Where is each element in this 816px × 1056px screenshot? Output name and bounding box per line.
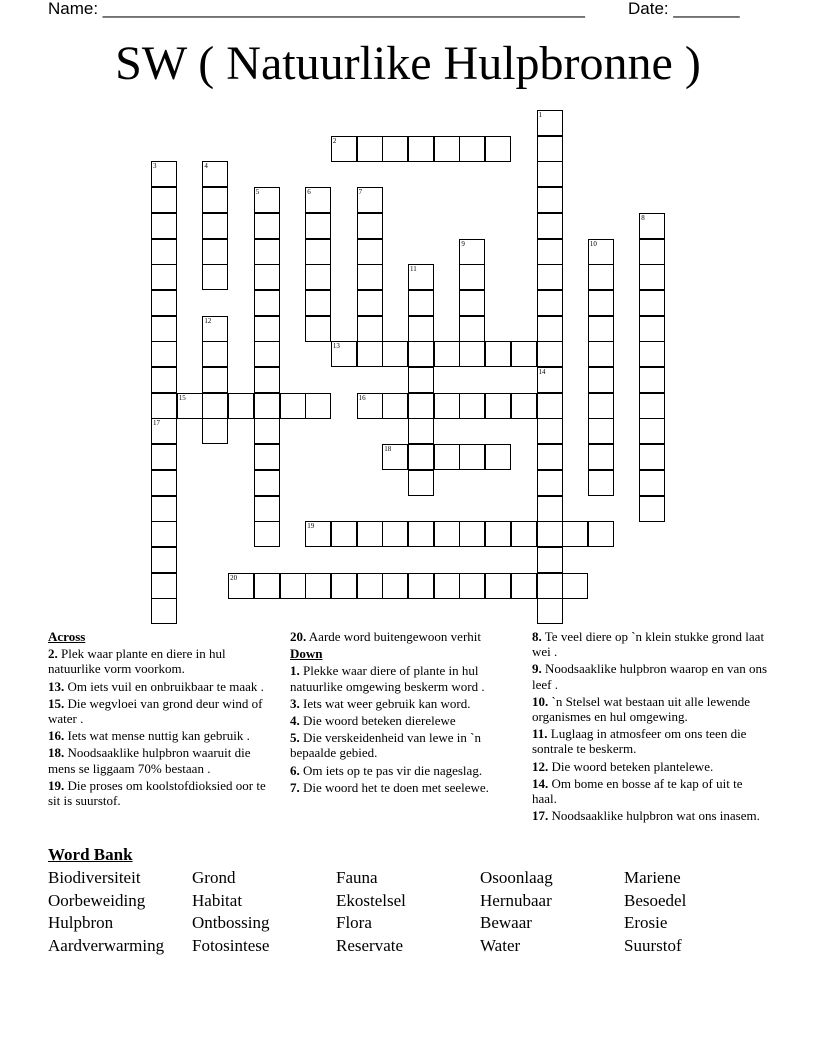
crossword-cell[interactable] (254, 316, 280, 342)
crossword-cell[interactable] (639, 316, 665, 342)
crossword-cell[interactable] (202, 418, 228, 444)
word-bank-word: Ontbossing (192, 913, 270, 933)
crossword-cell[interactable] (537, 547, 563, 573)
crossword-cell[interactable] (511, 573, 537, 599)
clues-column-3 (532, 629, 768, 825)
crossword-cell[interactable] (357, 187, 383, 213)
clue-number: 15 (178, 393, 186, 402)
clue-down: 8. Te veel diere op `n klein stukke grond laat wei . (532, 629, 765, 660)
word-bank-title: Word Bank (48, 845, 133, 864)
crossword-cell[interactable] (151, 418, 177, 444)
clue-down: 3. Iets wat weer gebruik kan word. (290, 695, 471, 711)
crossword-cell[interactable] (537, 393, 563, 419)
word-bank-word: Fauna (336, 868, 378, 887)
crossword-cell[interactable] (537, 418, 563, 444)
crossword-cell[interactable] (357, 136, 383, 162)
crossword-cell[interactable] (357, 573, 383, 599)
crossword-cell[interactable] (537, 290, 563, 316)
crossword-cell[interactable] (177, 393, 203, 419)
clue-down: 12. Die woord beteken plantelewe. (532, 758, 714, 774)
crossword-cell[interactable] (357, 239, 383, 265)
crossword-cell[interactable] (434, 393, 460, 419)
clues-column-2 (290, 629, 522, 797)
crossword-cell[interactable] (202, 393, 228, 419)
crossword-cell[interactable] (254, 239, 280, 265)
crossword-cell[interactable] (408, 470, 434, 496)
clue-down: 11. Luglaag in atmosfeer om ons teen die sontrale te beskerm. (532, 726, 747, 757)
word-bank-word: Bewaar (480, 913, 532, 933)
crossword-cell[interactable] (305, 213, 331, 239)
crossword-cell[interactable] (537, 444, 563, 470)
clue-down: 6. Om iets op te pas vir die nageslag. (290, 762, 483, 778)
clue-number: 7 (358, 188, 363, 197)
crossword-cell[interactable] (639, 496, 665, 522)
word-bank-word: Reservate (336, 936, 404, 956)
word-bank-row (48, 867, 768, 890)
crossword-cell[interactable] (382, 573, 408, 599)
clue-across: 2. Plek waar plante en diere in hul natuurlike vorm voorkom. (48, 646, 226, 677)
crossword-cell[interactable] (305, 393, 331, 419)
clue-number: 14 (538, 368, 546, 376)
page-title: SW ( Natuurlike Hulpbronne ) (115, 37, 701, 90)
clue-number: 6 (307, 188, 311, 197)
crossword-cell[interactable] (537, 187, 563, 213)
crossword-cell[interactable] (639, 213, 665, 239)
clue-number: 20 (230, 573, 238, 582)
crossword-cell[interactable] (254, 367, 280, 393)
crossword-cell[interactable] (202, 213, 228, 239)
crossword-cell[interactable] (537, 521, 563, 547)
crossword-cell[interactable] (305, 290, 331, 316)
crossword-cell[interactable] (434, 136, 460, 162)
crossword-cell[interactable] (434, 341, 460, 367)
clue-number: 13 (332, 342, 340, 351)
clue-down: 1. Plekke waar diere of plante in hul natuurlike omgewing beskerm word . (290, 663, 485, 694)
crossword-cell[interactable] (459, 444, 485, 470)
crossword-cell[interactable] (151, 521, 177, 547)
clue-down: 14. Om bome en bosse af te kap of uit te haal. (532, 775, 743, 807)
clue-number: 16 (358, 393, 366, 402)
crossword-cell[interactable] (588, 316, 614, 342)
crossword-cell[interactable] (254, 496, 280, 522)
clue-number: 19 (307, 522, 315, 531)
crossword-cell[interactable] (357, 521, 383, 547)
crossword-cell[interactable] (485, 521, 511, 547)
word-bank-word: Water (480, 936, 521, 956)
crossword-cell[interactable] (357, 290, 383, 316)
crossword-cell[interactable] (408, 290, 434, 316)
crossword-cell[interactable] (588, 264, 614, 290)
clue-number: 3 (153, 162, 157, 171)
crossword-cell[interactable] (254, 573, 280, 599)
crossword-cell[interactable] (408, 341, 434, 367)
crossword-cell[interactable] (151, 264, 177, 290)
crossword-cell[interactable] (588, 239, 614, 265)
crossword-cell[interactable] (280, 393, 306, 419)
crossword-cell[interactable] (254, 290, 280, 316)
clue-number: 5 (255, 188, 260, 197)
word-bank-word: Besoedel (624, 890, 687, 910)
crossword-cell[interactable] (537, 239, 563, 265)
clue-across: 19. Die proses om koolstofdioksied oor te sit is suurstof. (48, 777, 266, 809)
crossword-cell[interactable] (408, 444, 434, 470)
crossword-cell[interactable] (639, 418, 665, 444)
crossword-cell[interactable] (382, 444, 408, 470)
name-field-label[interactable]: Name: ___________________________________________________ (48, 0, 585, 18)
crossword-cell[interactable] (408, 367, 434, 393)
crossword-cell[interactable] (151, 573, 177, 599)
crossword-cell[interactable] (305, 521, 331, 547)
clue-number: 4 (204, 162, 208, 171)
crossword-cell[interactable] (485, 444, 511, 470)
crossword-cell[interactable] (537, 213, 563, 239)
crossword-cell[interactable] (151, 444, 177, 470)
crossword-cell[interactable] (151, 213, 177, 239)
crossword-cell[interactable] (280, 573, 306, 599)
crossword-cell[interactable] (331, 573, 357, 599)
crossword-cell[interactable] (151, 598, 177, 624)
crossword-cell[interactable] (537, 573, 563, 599)
crossword-cell[interactable] (151, 161, 177, 187)
crossword-cell[interactable] (639, 393, 665, 419)
date-field-label[interactable]: Date: _______ (628, 0, 740, 18)
crossword-cell[interactable] (305, 316, 331, 342)
crossword-cell[interactable] (382, 521, 408, 547)
crossword-cell[interactable] (537, 110, 563, 136)
crossword-cell[interactable] (434, 444, 460, 470)
crossword-cell[interactable] (254, 213, 280, 239)
crossword-cell[interactable] (459, 393, 485, 419)
crossword-cell[interactable] (254, 187, 280, 213)
crossword-cell[interactable] (305, 573, 331, 599)
crossword-cell[interactable] (254, 521, 280, 547)
crossword-cell[interactable] (202, 161, 228, 187)
word-bank-row (48, 890, 768, 913)
word-bank-word: Aardverwarming (48, 936, 165, 956)
crossword-cell[interactable] (562, 573, 588, 599)
crossword-cell[interactable] (202, 316, 228, 342)
crossword-cell[interactable] (485, 136, 511, 162)
crossword-cell[interactable] (537, 367, 563, 393)
crossword-cell[interactable] (459, 264, 485, 290)
crossword-cell[interactable] (408, 418, 434, 444)
crossword-cell[interactable] (434, 573, 460, 599)
crossword-cell[interactable] (588, 444, 614, 470)
word-bank-word: Habitat (192, 890, 243, 910)
crossword-cell[interactable] (459, 521, 485, 547)
crossword-cell[interactable] (639, 470, 665, 496)
crossword-cell[interactable] (537, 496, 563, 522)
crossword-cell[interactable] (537, 136, 563, 162)
crossword-cell[interactable] (588, 290, 614, 316)
word-bank-word: Hernubaar (480, 890, 552, 910)
crossword-cell[interactable] (305, 239, 331, 265)
crossword-cell[interactable] (408, 521, 434, 547)
crossword-cell[interactable] (382, 393, 408, 419)
crossword-cell[interactable] (151, 470, 177, 496)
clue-down: 9. Noodsaaklike hulpbron waarop en van ons leef . (532, 661, 768, 692)
crossword-cell[interactable] (151, 547, 177, 573)
crossword-cell[interactable] (588, 521, 614, 547)
clue-down: 5. Die verskeidenheid van lewe in `n bepaalde gebied. (290, 730, 481, 761)
crossword-cell[interactable] (537, 264, 563, 290)
crossword-cell[interactable] (305, 264, 331, 290)
crossword-cell[interactable] (537, 598, 563, 624)
crossword-cell[interactable] (459, 136, 485, 162)
clue-down: 7. Die woord het te doen met seelewe. (290, 779, 489, 795)
word-bank-word: Flora (336, 913, 372, 933)
crossword-cell[interactable] (459, 573, 485, 599)
clue-across: 13. Om iets vuil en onbruikbaar te maak . (48, 678, 264, 694)
crossword-cell[interactable] (151, 316, 177, 342)
crossword-cell[interactable] (588, 393, 614, 419)
crossword-cell[interactable] (459, 239, 485, 265)
crossword-cell[interactable] (331, 341, 357, 367)
word-bank-word: Osoonlaag (480, 868, 553, 887)
crossword-cell[interactable] (639, 290, 665, 316)
crossword-cell[interactable] (357, 213, 383, 239)
clue-down: 17. Noodsaaklike hulpbron wat ons inasem. (532, 808, 760, 824)
crossword-cell[interactable] (151, 187, 177, 213)
clue-across: 16. Iets wat mense nuttig kan gebruik . (48, 728, 250, 744)
crossword-cell[interactable] (254, 470, 280, 496)
crossword-cell[interactable] (537, 161, 563, 187)
crossword-cell[interactable] (151, 341, 177, 367)
clue-across: 15. Die wegvloei van grond deur wind of water . (48, 695, 263, 727)
down-heading: Down (290, 646, 323, 662)
word-bank-word: Hulpbron (48, 913, 114, 933)
crossword-cell[interactable] (151, 393, 177, 419)
crossword-cell[interactable] (202, 239, 228, 265)
word-bank (48, 867, 768, 958)
crossword-cell[interactable] (537, 316, 563, 342)
word-bank-word: Suurstof (624, 936, 682, 956)
crossword-cell[interactable] (357, 393, 383, 419)
crossword-cell[interactable] (382, 136, 408, 162)
crossword-cell[interactable] (254, 418, 280, 444)
crossword-cell[interactable] (434, 521, 460, 547)
word-bank-row (48, 912, 768, 935)
crossword-cell[interactable] (588, 367, 614, 393)
crossword-cell[interactable] (562, 521, 588, 547)
crossword-cell[interactable] (588, 470, 614, 496)
clue-across: 20. Aarde word buitengewoon verhit (290, 629, 481, 644)
crossword-cell[interactable] (459, 316, 485, 342)
crossword-cell[interactable] (588, 341, 614, 367)
crossword-cell[interactable] (331, 521, 357, 547)
word-bank-word: Mariene (624, 868, 681, 887)
crossword-cell[interactable] (357, 341, 383, 367)
crossword-cell[interactable] (357, 264, 383, 290)
crossword-cell[interactable] (305, 187, 331, 213)
crossword-cell[interactable] (408, 264, 434, 290)
crossword-cell[interactable] (408, 316, 434, 342)
clue-number: 8 (641, 213, 645, 222)
crossword-cell[interactable] (202, 187, 228, 213)
crossword-cell[interactable] (459, 341, 485, 367)
crossword-cell[interactable] (228, 573, 254, 599)
clue-number: 1 (538, 111, 542, 119)
clue-number: 11 (410, 265, 417, 274)
crossword-cell[interactable] (408, 393, 434, 419)
clue-down: 10. `n Stelsel wat bestaan uit alle lewende organismes en hul omgewing. (532, 693, 751, 725)
word-bank-row (48, 935, 768, 958)
crossword-cell[interactable] (537, 341, 563, 367)
word-bank-word: Biodiversiteit (48, 868, 141, 887)
crossword-cell[interactable] (254, 264, 280, 290)
crossword-cell[interactable] (228, 393, 254, 419)
clues-column-1 (48, 629, 278, 810)
crossword-cell[interactable] (202, 341, 228, 367)
clue-number: 17 (153, 419, 160, 428)
crossword-cell[interactable] (639, 444, 665, 470)
clue-number: 10 (589, 239, 597, 248)
crossword-cell[interactable] (485, 573, 511, 599)
word-bank-word: Ekostelsel (336, 890, 406, 910)
crossword-cell[interactable] (485, 341, 511, 367)
crossword-cell[interactable] (202, 264, 228, 290)
crossword-cell[interactable] (151, 367, 177, 393)
crossword-cell[interactable] (459, 290, 485, 316)
crossword-cell[interactable] (639, 341, 665, 367)
crossword-cell[interactable] (537, 470, 563, 496)
crossword-cell[interactable] (408, 136, 434, 162)
clue-number: 9 (461, 239, 465, 248)
crossword-cell[interactable] (588, 418, 614, 444)
clue-number: 12 (204, 316, 212, 325)
clue-across: 18. Noodsaaklike hulpbron waaruit die mens se liggaam 70% bestaan . (48, 745, 251, 776)
crossword-cell[interactable] (151, 290, 177, 316)
crossword-cell[interactable] (151, 496, 177, 522)
clue-number: 18 (384, 445, 392, 454)
crossword-cell[interactable] (485, 393, 511, 419)
crossword-cell[interactable] (511, 393, 537, 419)
crossword-cell[interactable] (511, 341, 537, 367)
crossword-cell[interactable] (639, 367, 665, 393)
crossword-cell[interactable] (254, 341, 280, 367)
clue-down: 4. Die woord beteken dierelewe (290, 713, 456, 729)
clue-number: 2 (332, 136, 337, 145)
crossword-cell[interactable] (254, 393, 280, 419)
crossword-cell[interactable] (357, 316, 383, 342)
crossword-cell[interactable] (202, 367, 228, 393)
crossword-cell[interactable] (331, 136, 357, 162)
crossword-cell[interactable] (639, 264, 665, 290)
crossword-cell[interactable] (382, 341, 408, 367)
crossword-cell[interactable] (254, 444, 280, 470)
crossword-cell[interactable] (151, 239, 177, 265)
word-bank-word: Fotosintese (192, 936, 270, 956)
crossword-cell[interactable] (511, 521, 537, 547)
word-bank-word: Oorbeweiding (48, 890, 146, 910)
word-bank-word: Erosie (624, 913, 668, 933)
crossword-cell[interactable] (408, 573, 434, 599)
crossword-cell[interactable] (639, 239, 665, 265)
word-bank-word: Grond (192, 868, 236, 887)
across-heading: Across (48, 629, 86, 644)
